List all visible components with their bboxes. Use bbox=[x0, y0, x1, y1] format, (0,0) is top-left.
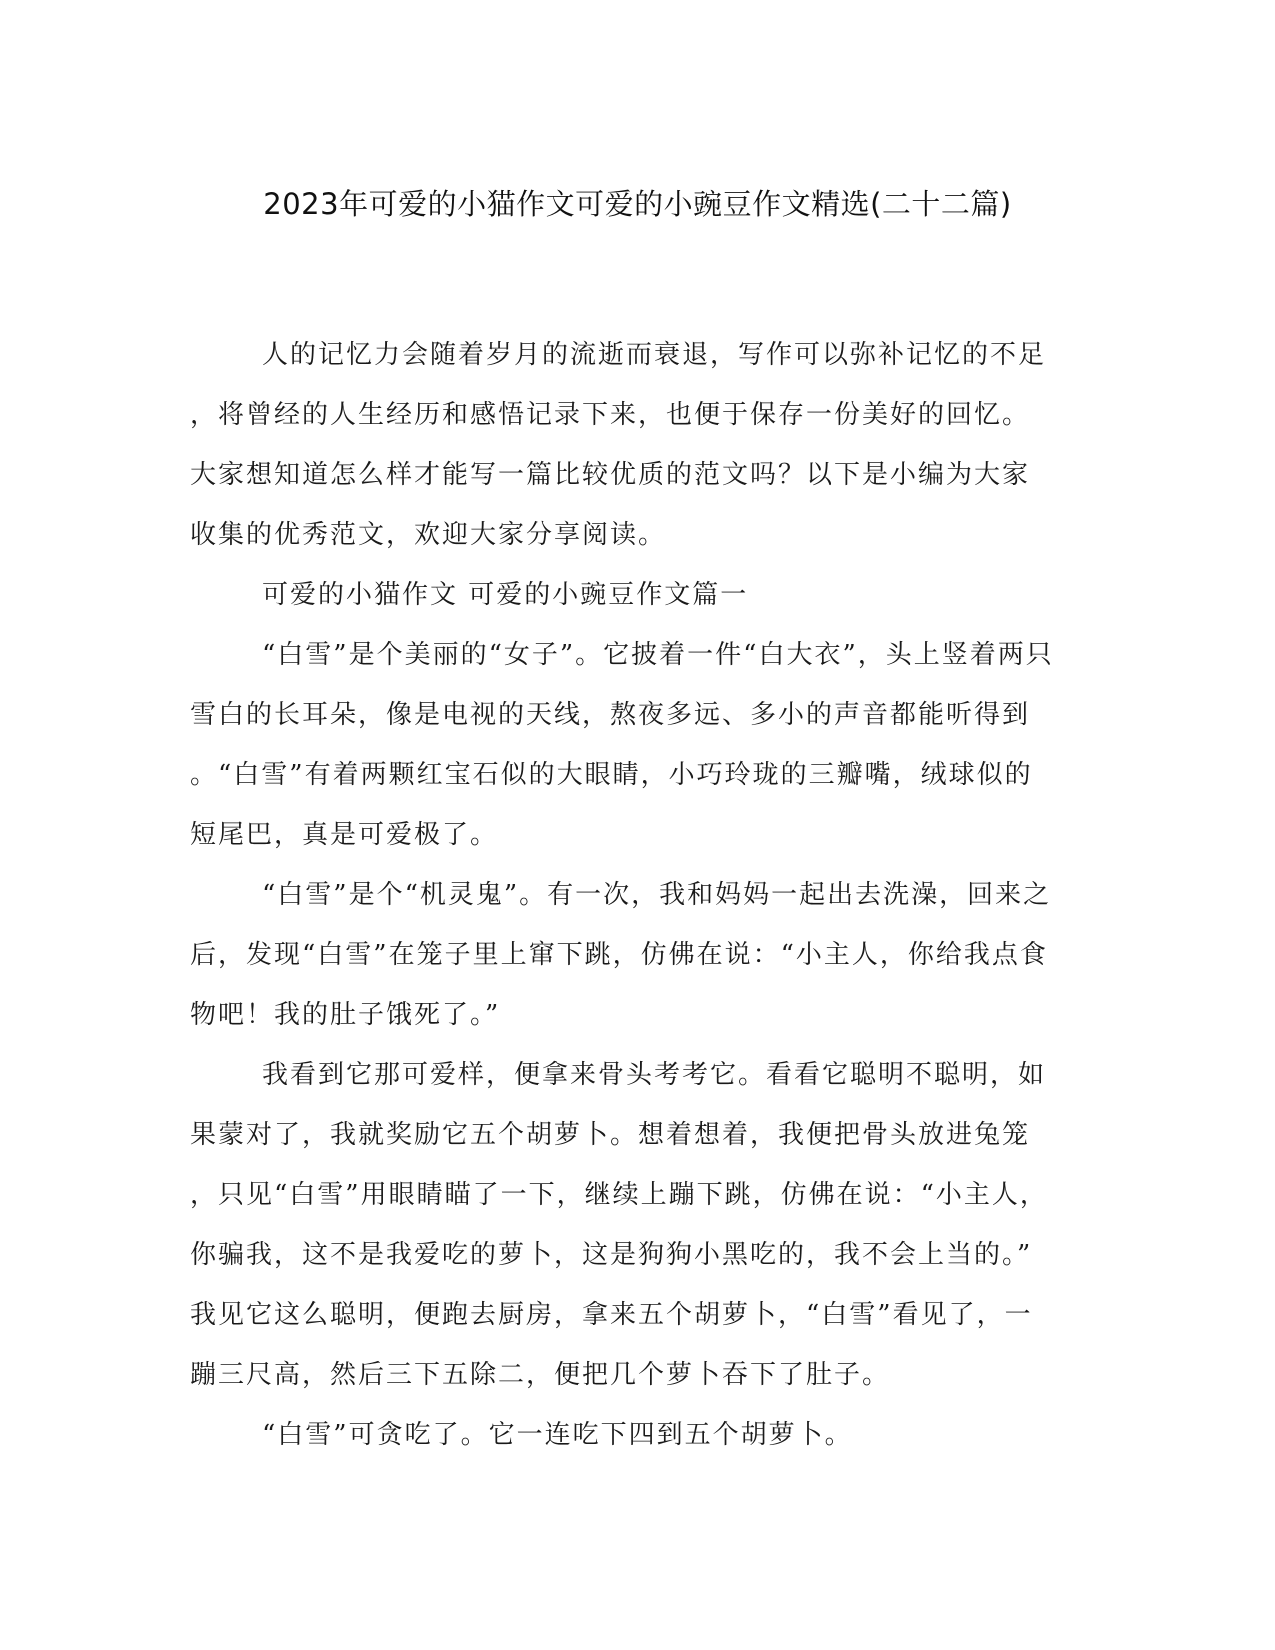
paragraph-line: “白雪”是个美丽的“女子”。它披着一件“白大衣”，头上竖着两只 bbox=[262, 640, 1054, 670]
paragraph-line: 我看到它那可爱样，便拿来骨头考考它。看看它聪明不聪明，如 bbox=[262, 1060, 1047, 1090]
paragraph-line: 雪白的长耳朵，像是电视的天线，熬夜多远、多小的声音都能听得到 bbox=[190, 700, 1031, 730]
document-body bbox=[190, 325, 1075, 1465]
paragraph-line: 蹦三尺高，然后三下五除二，便把几个萝卜吞下了肚子。 bbox=[190, 1360, 891, 1390]
paragraph-line: 果蒙对了，我就奖励它五个胡萝卜。想着想着，我便把骨头放进兔笼 bbox=[190, 1120, 1031, 1150]
document-title: 2023年可爱的小猫作文可爱的小豌豆作文精选(二十二篇) bbox=[263, 187, 1012, 221]
paragraph-line: 物吧！我的肚子饿死了。” bbox=[190, 1000, 501, 1030]
paragraph-line: ，将曾经的人生经历和感悟记录下来，也便于保存一份美好的回忆。 bbox=[190, 400, 1031, 430]
paragraph-line: 你骗我，这不是我爱吃的萝卜，这是狗狗小黑吃的，我不会上当的。” bbox=[190, 1240, 1033, 1270]
section-heading: 可爱的小猫作文 可爱的小豌豆作文篇一 bbox=[262, 580, 749, 610]
paragraph-line: 我见它这么聪明，便跑去厨房，拿来五个胡萝卜，“白雪”看见了，一 bbox=[190, 1300, 1033, 1330]
paragraph-line: 。“白雪”有着两颗红宝石似的大眼睛，小巧玲珑的三瓣嘴，绒球似的 bbox=[190, 760, 1033, 790]
paragraph-line: ，只见“白雪”用眼睛瞄了一下，继续上蹦下跳，仿佛在说：“小主人， bbox=[190, 1180, 1048, 1210]
paragraph-line: 后，发现“白雪”在笼子里上窜下跳，仿佛在说：“小主人，你给我点食 bbox=[190, 940, 1048, 970]
paragraph-line: “白雪”是个“机灵鬼”。有一次，我和妈妈一起出去洗澡，回来之 bbox=[262, 880, 1052, 910]
paragraph-line: 短尾巴，真是可爱极了。 bbox=[190, 820, 499, 850]
paragraph-line: “白雪”可贪吃了。它一连吃下四到五个胡萝卜。 bbox=[262, 1420, 853, 1450]
paragraph-line: 收集的优秀范文，欢迎大家分享阅读。 bbox=[190, 520, 667, 550]
paragraph-line: 人的记忆力会随着岁月的流逝而衰退，写作可以弥补记忆的不足 bbox=[262, 340, 1047, 370]
paragraph-line: 大家想知道怎么样才能写一篇比较优质的范文吗？以下是小编为大家 bbox=[190, 460, 1031, 490]
